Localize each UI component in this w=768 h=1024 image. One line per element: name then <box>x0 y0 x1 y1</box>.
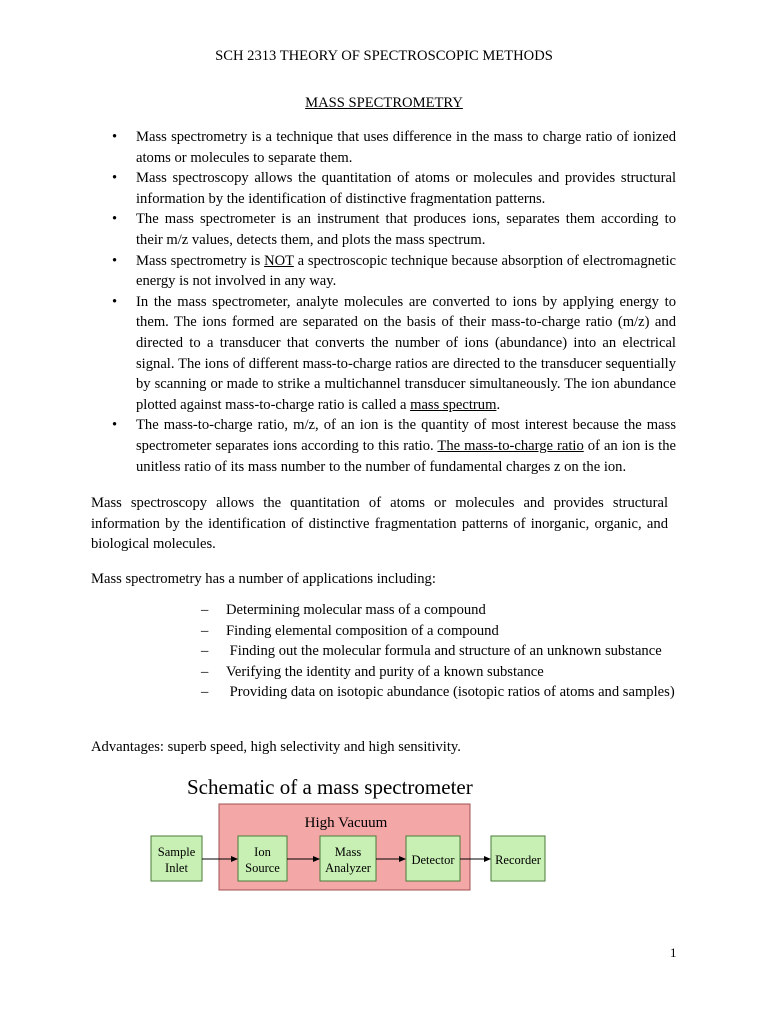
application-item: – Determining molecular mass of a compound <box>200 600 680 621</box>
recorder-label: Recorder <box>495 853 541 867</box>
bullet-text: a spectroscopic technique because absorption of electromagnetic energy is not involved in any way. <box>136 252 676 290</box>
underlined-term: The mass-to-charge ratio <box>437 437 584 454</box>
application-item: – Providing data on isotopic abundance (isotopic ratios of atoms and samples) <box>200 682 680 703</box>
advantages-line: Advantages: superb speed, high selectivity and high sensitivity. <box>91 739 461 755</box>
bullet-item <box>112 415 676 477</box>
page-title: MASS SPECTROMETRY <box>305 95 463 111</box>
mass-spectrometer-schematic <box>148 802 548 894</box>
applications-list <box>200 600 680 703</box>
bullet-text: of an ion is the unitless ratio of its mass number to the number of fundamental charges z on the ion. <box>136 437 676 475</box>
application-item: – Finding elemental composition of a compound <box>200 621 680 642</box>
bullet-text: Mass spectroscopy allows the quantitation of atoms or molecules and provides structural information by the identification of distinctive fragmentation patterns. <box>136 170 676 207</box>
bullet-text: . <box>496 396 501 413</box>
schematic-title: Schematic of a mass spectrometer <box>187 775 473 799</box>
application-item: – Verifying the identity and purity of a known substance <box>200 662 680 683</box>
mass-analyzer-label: Analyzer <box>325 861 371 875</box>
underlined-emphasis: NOT <box>264 252 294 269</box>
ion-source-label: Source <box>245 861 280 875</box>
page-number: 1 <box>670 945 677 960</box>
sample-inlet-label: Sample <box>157 845 196 859</box>
high-vacuum-label: High Vacuum <box>304 815 388 831</box>
bullet-text: Mass spectrometry is <box>136 252 265 269</box>
paragraph-applications-intro: Mass spectrometry has a number of applications including: <box>91 571 436 587</box>
application-item: – Finding out the molecular formula and structure of an unknown substance <box>200 641 680 662</box>
bullet-list <box>112 127 676 477</box>
bullet-item <box>112 251 676 292</box>
underlined-term: mass spectrum <box>410 396 497 413</box>
bullet-text: Mass spectrometry is a technique that uses difference in the mass to charge ratio of ionized atoms or molecules to separate them. <box>136 129 676 166</box>
sample-inlet-label: Inlet <box>165 861 188 875</box>
mass-analyzer-label: Mass <box>334 845 362 859</box>
bullet-text: The mass-to-charge ratio, m/z, of an ion is the quantity of most interest because the mass spectrometer separates ions according to this ratio. <box>136 417 676 454</box>
paragraph-quantitation: Mass spectroscopy allows the quantitation of atoms or molecules and provides structural information by the identification of distinctive fragmentation patterns of inorganic, organic, and biological molecules. <box>91 495 668 553</box>
bullet-text: The mass spectrometer is an instrument that produces ions, separates them according to their m/z values, detects them, and plots the mass spectrum. <box>136 211 676 248</box>
bullet-item <box>112 292 676 416</box>
bullet-item <box>112 127 676 168</box>
bullet-item <box>112 168 676 209</box>
bullet-item <box>112 209 676 250</box>
detector-label: Detector <box>411 853 455 867</box>
document-header: SCH 2313 THEORY OF SPECTROSCOPIC METHODS <box>215 48 553 64</box>
bullet-text: In the mass spectrometer, analyte molecules are converted to ions by applying energy to them. The ions formed are separated on the basis of their mass-to-charge ratio (m/z) and directed to a transducer that converts the number of ions (abundance) into an electrical signal. The ions of different mass-to-charge ratios are directed to the transducer sequentially by scanning or made to strike a multichannel transducer simultaneously. The ion abundance plotted against mass-to-charge ratio is called a <box>136 293 676 413</box>
ion-source-label: Ion <box>254 845 271 859</box>
